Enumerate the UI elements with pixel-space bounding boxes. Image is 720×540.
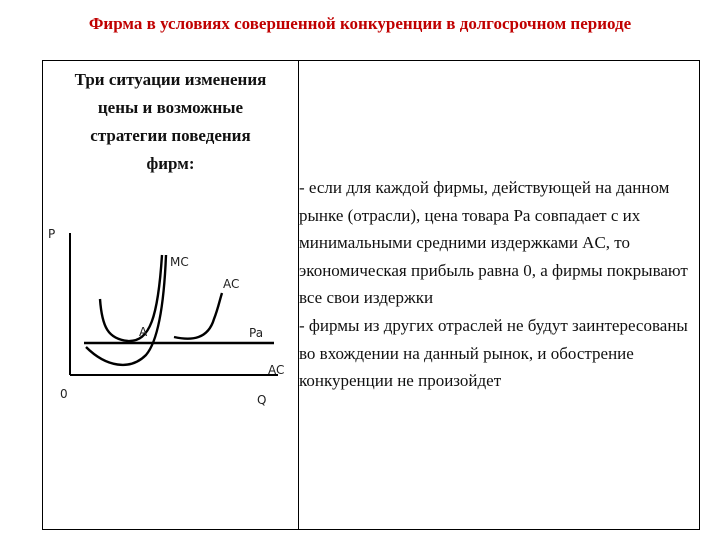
- graph-svg: [42, 215, 298, 415]
- ac-curve-large: [174, 293, 222, 339]
- mc-label: MC: [170, 255, 189, 269]
- y-axis-label: P: [48, 227, 56, 241]
- paragraph-zero-profit: - если для каждой фирмы, действующей на данном рынке (отрасли), цена товара Pa совпадает с их минимальными средними издержками AC, то экономическая прибыль равна 0, а фирмы покрывают все свои издержки: [299, 178, 688, 308]
- heading-line-3: стратегии поведения: [90, 126, 251, 145]
- x-axis-label: Q: [257, 393, 267, 407]
- ac-label-top: AC: [223, 277, 240, 291]
- price-label-pa: Pa: [249, 326, 264, 340]
- right-panel-text: [299, 174, 697, 395]
- paragraph-no-entry: - фирмы из других отраслей не будут заинтересованы во вхождении на данный рынок, и обострение конкуренции не произойдет: [299, 315, 688, 391]
- ac-label-bottom: AC: [268, 363, 285, 377]
- cost-curves-graph: [42, 215, 298, 415]
- left-panel-heading: [43, 66, 298, 178]
- heading-line-1: Три ситуации изменения: [74, 70, 267, 89]
- point-a-label: A: [139, 325, 148, 339]
- ac-curve-small: [100, 255, 162, 341]
- origin-label: 0: [60, 387, 68, 401]
- heading-line-4: фирм:: [146, 154, 195, 173]
- heading-line-2: цены и возможные: [97, 98, 244, 117]
- page-title: Фирма в условиях совершенной конкуренции в долгосрочном периоде: [88, 14, 632, 33]
